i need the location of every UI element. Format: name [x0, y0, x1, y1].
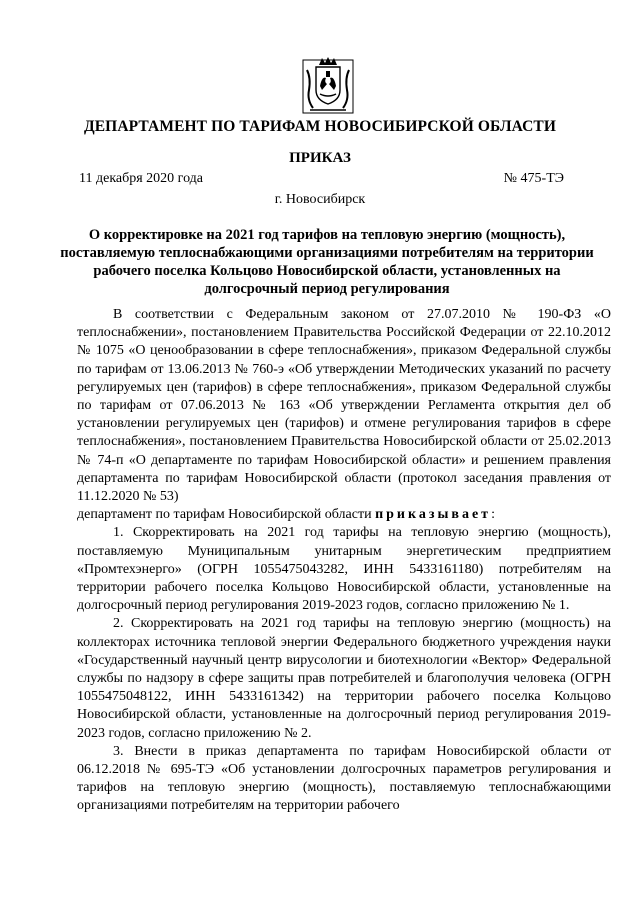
city: г. Новосибирск: [274, 192, 366, 207]
order-body: [77, 306, 611, 816]
department-name: ДЕПАРТАМЕНТ ПО ТАРИФАМ НОВОСИБИРСКОЙ ОБЛАСТИ: [83, 118, 557, 135]
item-2: 2. Скорректировать на 2021 год тарифы на тепловую энергию (мощность) на коллекторах источника тепловой энергии Федерального бюджетного учреждения науки «Государственный научный центр вирусологии и биотехнологии «Вектор» Федеральной службы по надзору в сфере защиты прав потребителей и благополучия человека (ОГРН 1055475048122, ИНН 5433161342) на территории рабочего поселка Кольцово Новосибирской области, установленные на долгосрочный период регулирования 2019-2023 годов, согласно приложению № 2.: [77, 616, 611, 741]
order-number: № 475-ТЭ: [503, 171, 564, 186]
coat-of-arms-icon: [302, 56, 354, 114]
orders-word: приказывает: [375, 507, 492, 523]
order-subject: О корректировке на 2021 год тарифов на тепловую энергию (мощность), поставляемую теплоснабжающими организациями потребителям на территории рабочего поселка Кольцово Новосибирской области, установленных на долгосрочный период регулирования: [60, 227, 594, 297]
document-type: ПРИКАЗ: [289, 150, 351, 166]
item-1: 1. Скорректировать на 2021 год тарифы на тепловую энергию (мощность), поставляемую Муниципальным унитарным энергетическим предприятием «Промтехэнерго» (ОГРН 1055475043282, ИНН 5433161180) потребителям на территории рабочего поселка Кольцово Новосибирской области, установленные на долгосрочный период регулирования 2019-2023 годов, согласно приложению № 1.: [77, 525, 611, 614]
item-3: 3. Внести в приказ департамента по тарифам Новосибирской области от 06.12.2018 № 695-ТЭ «Об установлении долгосрочных параметров регулирования и тарифов на тепловую энергию (мощность), поставляемую теплоснабжающими организациями потребителям на территории рабочего: [77, 743, 611, 814]
orders-paragraph: департамент по тарифам Новосибирской области приказывает:: [77, 507, 495, 523]
order-date: 11 декабря 2020 года: [79, 171, 204, 186]
preamble-paragraph: В соответствии с Федеральным законом от 27.07.2010 № 190-ФЗ «О теплоснабжении», постановлением Правительства Российской Федерации от 22.10.2012 № 1075 «О ценообразовании в сфере теплоснабжения», приказом Федеральной службы по тарифам от 13.06.2013 № 760-э «Об утверждении Методических указаний по расчету регулируемых цен (тарифов) в сфере теплоснабжения», приказом Федеральной службы по тарифам от 07.06.2013 № 163 «Об утверждении Регламента открытия дел об установлении регулируемых цен (тарифов) и отмене регулирования тарифов в сфере теплоснабжения», постановлением Правительства Новосибирской области от 25.02.2013 № 74-п «О департаменте по тарифам Новосибирской области» и решением правления департамента по тарифам Новосибирской области (протокол заседания правления от 11.12.2020 № 53): [77, 307, 611, 505]
orders-lead: департамент по тарифам Новосибирской области: [77, 507, 372, 523]
